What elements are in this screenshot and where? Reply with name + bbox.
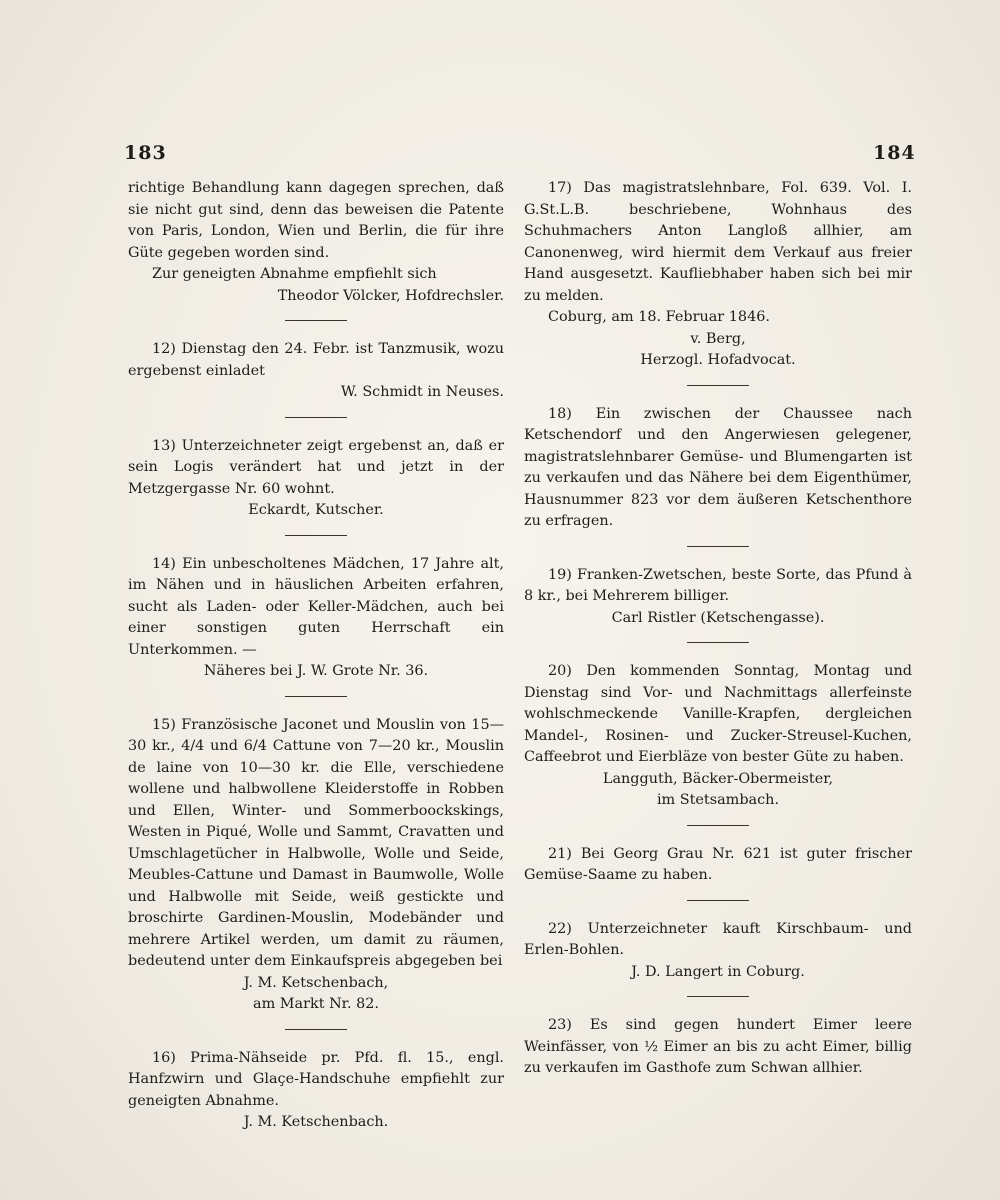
ad-18-text: 18) Ein zwischen der Chaussee nach Ketschendorf und den Angerwiesen gelegener, magistratslehnbarer Gemüse- und Blumengarten ist zu verkaufen und das Nähere bei dem Eigenthümer, Hausnummer 823 vor dem äußeren Ketschenthore zu erfragen. bbox=[524, 405, 912, 529]
divider-rule bbox=[285, 320, 347, 321]
ad-13-text: 13) Unterzeichneter zeigt ergebenst an, daß er sein Logis verändert hat und jetzt in der Metzgergasse Nr. 60 wohnt. bbox=[128, 437, 504, 497]
divider-rule bbox=[687, 546, 749, 547]
ad-23-text: 23) Es sind gegen hundert Eimer leere Weinfässer, von ½ Eimer an bis zu acht Eimer, billig zu verkaufen im Gasthofe zum Schwan allhier. bbox=[524, 1017, 912, 1076]
divider-rule bbox=[687, 996, 749, 997]
ad-22-signature: J. D. Langert in Coburg. bbox=[631, 963, 805, 980]
divider-rule bbox=[687, 642, 749, 643]
ad-17-date: Coburg, am 18. Februar 1846. bbox=[548, 309, 770, 325]
divider-rule bbox=[285, 696, 347, 697]
ad-14-text: 14) Ein unbescholtenes Mädchen, 17 Jahre alt, im Nähen und in häuslichen Arbeiten erfahren, sucht als Laden- oder Keller-Mädchen, auch bei einer sonstigen guten Herrschaft ein Unterkommen. — bbox=[128, 555, 504, 658]
divider-rule bbox=[687, 385, 749, 386]
ad-16-text: 16) Prima-Nähseide pr. Pfd. fl. 15., engl. Hanfzwirn und Glaçe-Handschuhe empfiehlt zur geneigten Abnahme. bbox=[128, 1049, 504, 1109]
ad-20-text: 20) Den kommenden Sonntag, Montag und Dienstag sind Vor- und Nachmittags allerfeinste wohlschmeckende Vanille-Krapfen, dergleichen Mandel-, Rosinen- und Zucker-Streusel-Kuchen, Caffeebrot und Eierbläze von bester Güte zu haben. bbox=[524, 663, 912, 765]
page-number-right: 184 bbox=[873, 142, 916, 164]
ad-19-signature: Carl Ristler (Ketschengasse). bbox=[611, 609, 825, 626]
ad-17-signature-title: Herzogl. Hofadvocat. bbox=[640, 352, 796, 368]
divider-rule bbox=[687, 900, 749, 901]
ad-16-signature: J. M. Ketschenbach. bbox=[243, 1114, 389, 1130]
ad-20-signature-address: im Stetsambach. bbox=[656, 792, 780, 808]
page-number-left: 183 bbox=[124, 142, 167, 164]
divider-rule bbox=[285, 1029, 347, 1030]
ad-21-text: 21) Bei Georg Grau Nr. 621 ist guter frischer Gemüse-Saame zu haben. bbox=[524, 845, 912, 883]
ad-17-text: 17) Das magistratslehnbare, Fol. 639. Vol. I. G.St.L.B. beschriebene, Wohnhaus des Schuhmachers Anton Langloß allhier, am Canonenweg, wird hiermit dem Verkauf aus freier Hand ausgesetzt. Kaufliebhaber haben sich bei mir zu melden. bbox=[524, 180, 912, 304]
ad-continuation-text: richtige Behandlung kann dagegen sprechen, daß sie nicht gut sind, denn das beweisen die Patente von Paris, London, Wien und Berlin, die für ihre Güte gegeben worden sind. bbox=[128, 180, 504, 261]
ad-continuation-signature: Theodor Völcker, Hofdrechsler. bbox=[277, 287, 504, 304]
ad-19-text: 19) Franken-Zwetschen, beste Sorte, das Pfund à 8 kr., bei Mehrerem billiger. bbox=[524, 566, 912, 604]
ad-22-text: 22) Unterzeichneter kauft Kirschbaum- und Erlen-Bohlen. bbox=[524, 920, 912, 958]
ad-14-signature: Näheres bei J. W. Grote Nr. 36. bbox=[203, 663, 429, 679]
ad-20-signature-name: Langguth, Bäcker-Obermeister, bbox=[602, 770, 834, 787]
divider-rule bbox=[285, 535, 347, 536]
left-column bbox=[128, 178, 504, 1134]
ad-15-signature-name: J. M. Ketschenbach, bbox=[243, 974, 389, 991]
ad-continuation-closing: Zur geneigten Abnahme empfiehlt sich bbox=[152, 266, 437, 282]
divider-rule bbox=[687, 825, 749, 826]
right-column bbox=[524, 178, 912, 1080]
ad-17-signature-name: v. Berg, bbox=[690, 330, 746, 347]
ad-15-text: 15) Französische Jaconet und Mouslin von 15—30 kr., 4/4 und 6/4 Cattune von 7—20 kr., Mouslin de laine von 10—30 kr. die Elle, verschiedene wollene und halbwollene Kleiderstoffe in Robben und Ellen, Winter- und Sommerboockskings, Westen in Piqué, Wolle und Sammt, Cravatten und Umschlagetücher in Halbwolle, Wolle und Seide, Meubles-Cattune und Damast in Baumwolle, Wolle und Halbwolle mit Seide, weiß gestickte und broschirte Gardinen-Mouslin, Modebänder und mehrere Artikel werden, um damit zu räumen, bedeutend unter dem Einkaufspreis abgegeben bei bbox=[128, 716, 504, 969]
ad-12-signature: W. Schmidt in Neuses. bbox=[340, 384, 504, 400]
ad-15-signature-address: am Markt Nr. 82. bbox=[253, 996, 379, 1012]
ad-13-signature: Eckardt, Kutscher. bbox=[248, 502, 384, 518]
ad-12-text: 12) Dienstag den 24. Febr. ist Tanzmusik, wozu ergebenst einladet bbox=[128, 341, 504, 379]
divider-rule bbox=[285, 417, 347, 418]
